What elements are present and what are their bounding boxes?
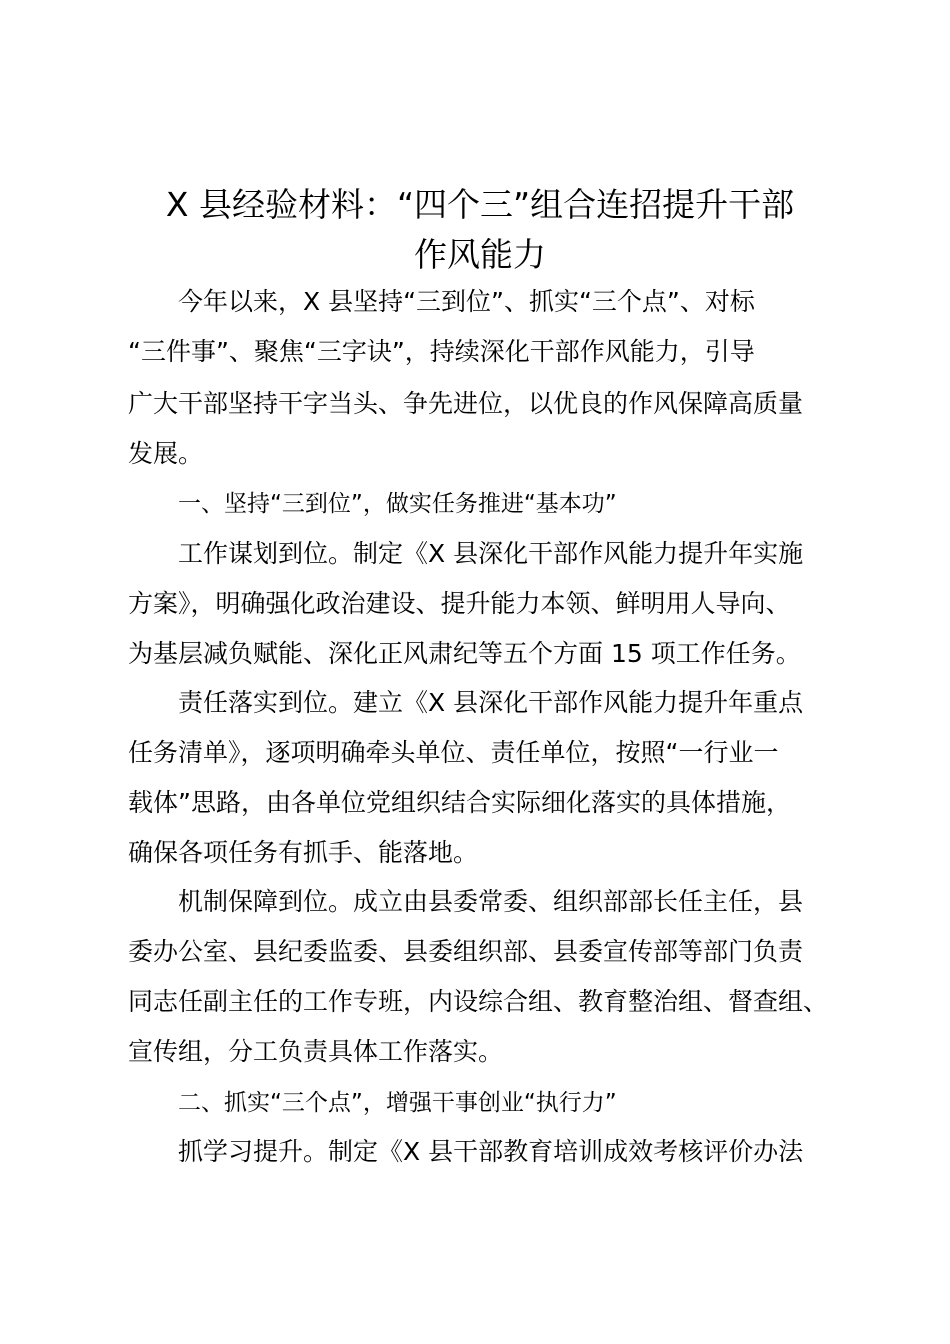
paragraph-line: 委办公室、县纪委监委、县委组织部、县委宣传部等部门负责: [128, 937, 804, 966]
paragraph-line: 同志任副主任的工作专班，内设综合组、教育整治组、督查组、: [128, 987, 829, 1016]
paragraph-line: 宣传组，分工负责具体工作落实。: [128, 1037, 504, 1066]
paragraph-line: 载体”思路，由各单位党组织结合实际细化落实的具体措施，: [128, 788, 791, 817]
paragraph-line: 工作谋划到位。制定《X 县深化干部作风能力提升年实施: [178, 539, 804, 568]
paragraph-line: 抓学习提升。制定《X 县干部教育培训成效考核评价办法: [178, 1137, 804, 1166]
paragraph-line: 方案》，明确强化政治建设、提升能力本领、鲜明用人导向、: [128, 589, 791, 618]
paragraph-line: 任务清单》，逐项明确牵头单位、责任单位，按照“一行业一: [128, 738, 779, 767]
paragraph-line: 广大干部坚持干字当头、争先进位，以优良的作风保障高质量: [128, 389, 804, 418]
paragraph-line: 机制保障到位。成立由县委常委、组织部部长任主任，县: [178, 887, 804, 916]
paragraph-line: 责任落实到位。建立《X 县深化干部作风能力提升年重点: [178, 688, 804, 717]
paragraph-line: 确保各项任务有抓手、能落地。: [128, 838, 479, 867]
paragraph-line: 今年以来，X 县坚持“三到位”、抓实“三个点”、对标: [178, 287, 755, 316]
paragraph-line: 为基层减负赋能、深化正风肃纪等五个方面 15 项工作任务。: [128, 639, 801, 668]
section-heading: 二、抓实“三个点”，增强干事创业“执行力”: [178, 1090, 617, 1116]
document-title-line-1: X 县经验材料：“四个三”组合连招提升干部: [165, 185, 795, 224]
section-heading: 一、坚持“三到位”，做实任务推进“基本功”: [178, 491, 617, 517]
paragraph-line: 发展。: [128, 439, 204, 468]
document-title-line-2: 作风能力: [414, 235, 546, 274]
paragraph-line: “三件事”、聚焦“三字诀”，持续深化干部作风能力，引导: [128, 337, 755, 366]
